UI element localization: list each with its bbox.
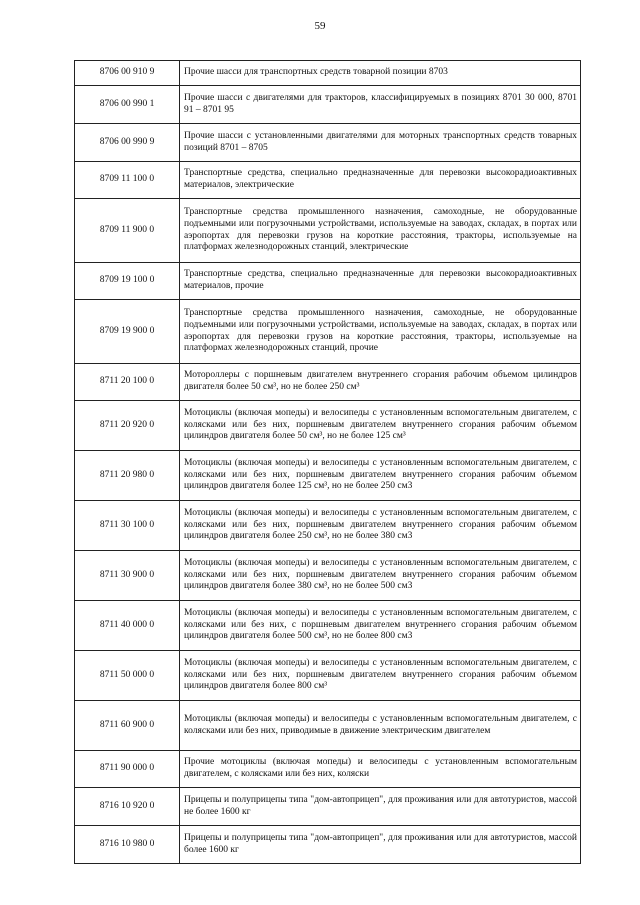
- row-description: Прочие мотоциклы (включая мопеды) и велосипеды с установленным вспомогательным двигателем, с колясками или без них, коляски: [180, 751, 581, 788]
- row-code: 8711 50 000 0: [75, 651, 180, 701]
- table-row: [75, 826, 581, 864]
- row-description: Мотоциклы (включая мопеды) и велосипеды с установленным вспомогательным двигателем, с колясками или без них, приводимые в движение электрическим двигателем: [180, 701, 581, 751]
- table-row: [75, 788, 581, 826]
- row-code: 8716 10 980 0: [75, 826, 180, 864]
- table-row: [75, 86, 581, 124]
- row-code: 8711 20 100 0: [75, 364, 180, 401]
- page-number: 59: [314, 20, 326, 32]
- row-description: Мотоциклы (включая мопеды) и велосипеды с установленным вспомогательным двигателем, с колясками или без них, поршневым двигателем внутреннего сгорания рабочим объемом цилиндров двигателя более 125 см³, но не более 250 см3: [180, 451, 581, 501]
- row-code: 8706 00 990 1: [75, 86, 180, 124]
- row-description: Транспортные средства промышленного назначения, самоходные, не оборудованные подъемными или погрузочными устройствами, используемые на заводах, складах, в портах или аэропортах для перевозки грузов на короткие расстояния, тракторы, используемые на платформах железнодорожных станций, электрические: [180, 199, 581, 263]
- row-code: 8711 60 900 0: [75, 701, 180, 751]
- row-code: 8709 11 900 0: [75, 199, 180, 263]
- row-description: Транспортные средства промышленного назначения, самоходные, не оборудованные подъемными или погрузочными устройствами, используемые на заводах, складах, в портах или аэропортах для перевозки грузов на короткие расстояния, тракторы, используемые на платформах железнодорожных станций, прочие: [180, 300, 581, 364]
- row-description: Прочие шасси с двигателями для тракторов, классифицируемых в позициях 8701 30 000, 8701 91 – 8701 95: [180, 86, 581, 124]
- row-code: 8711 20 920 0: [75, 401, 180, 451]
- row-description: Прицепы и полуприцепы типа "дом-автоприцеп", для проживания или для автотуристов, массой более 1600 кг: [180, 826, 581, 864]
- table-row: [75, 364, 581, 401]
- table-row: [75, 651, 581, 701]
- row-code: 8711 30 100 0: [75, 501, 180, 551]
- row-code: 8706 00 990 9: [75, 124, 180, 162]
- row-description: Транспортные средства, специально предназначенные для перевозки высокорадиоактивных материалов, электрические: [180, 162, 581, 199]
- row-description: Мотоциклы (включая мопеды) и велосипеды с установленным вспомогательным двигателем, с колясками или без них, поршневым двигателем внутреннего сгорания рабочим объемом цилиндров двигателя более 380 см³, но не более 500 см3: [180, 551, 581, 601]
- table-row: [75, 501, 581, 551]
- row-code: 8711 20 980 0: [75, 451, 180, 501]
- tariff-table-body: [75, 61, 581, 864]
- row-code: 8709 19 100 0: [75, 263, 180, 300]
- table-row: [75, 701, 581, 751]
- table-row: [75, 162, 581, 199]
- row-description: Мотоциклы (включая мопеды) и велосипеды с установленным вспомогательным двигателем, с колясками или без них, поршневым двигателем внутреннего сгорания рабочим объемом цилиндров двигателя более 50 см³, но не более 125 см³: [180, 401, 581, 451]
- table-row: [75, 751, 581, 788]
- row-description: Прицепы и полуприцепы типа "дом-автоприцеп", для проживания или для автотуристов, массой не более 1600 кг: [180, 788, 581, 826]
- row-code: 8716 10 920 0: [75, 788, 180, 826]
- row-description: Транспортные средства, специально предназначенные для перевозки высокорадиоактивных материалов, прочие: [180, 263, 581, 300]
- row-code: 8711 30 900 0: [75, 551, 180, 601]
- row-code: 8711 40 000 0: [75, 601, 180, 651]
- table-row: [75, 300, 581, 364]
- table-row: [75, 551, 581, 601]
- row-description: Мотороллеры с поршневым двигателем внутреннего сгорания рабочим объемом цилиндров двигателя более 50 см³, но не более 250 см³: [180, 364, 581, 401]
- row-description: Мотоциклы (включая мопеды) и велосипеды с установленным вспомогательным двигателем, с колясками или без них, поршневым двигателем внутреннего сгорания рабочим объемом цилиндров двигателя более 250 см³, но не более 380 см3: [180, 501, 581, 551]
- table-row: [75, 401, 581, 451]
- row-code: 8709 19 900 0: [75, 300, 180, 364]
- row-code: 8706 00 910 9: [75, 61, 180, 86]
- row-description: Мотоциклы (включая мопеды) и велосипеды с установленным вспомогательным двигателем, с колясками или без них, с поршневым двигателем внутреннего сгорания рабочим объемом цилиндров двигателя более 500 см³, но не более 800 см3: [180, 601, 581, 651]
- table-row: [75, 263, 581, 300]
- table-row: [75, 451, 581, 501]
- row-description: Мотоциклы (включая мопеды) и велосипеды с установленным вспомогательным двигателем, с колясками или без них, поршневым двигателем внутреннего сгорания рабочим объемом цилиндров двигателя более 800 см³: [180, 651, 581, 701]
- table-row: [75, 124, 581, 162]
- row-description: Прочие шасси для транспортных средств товарной позиции 8703: [180, 61, 581, 86]
- table-row: [75, 601, 581, 651]
- table-row: [75, 61, 581, 86]
- row-code: 8711 90 000 0: [75, 751, 180, 788]
- row-description: Прочие шасси с установленными двигателями для моторных транспортных средств товарных позиций 8701 – 8705: [180, 124, 581, 162]
- tariff-table: [74, 60, 581, 864]
- table-row: [75, 199, 581, 263]
- row-code: 8709 11 100 0: [75, 162, 180, 199]
